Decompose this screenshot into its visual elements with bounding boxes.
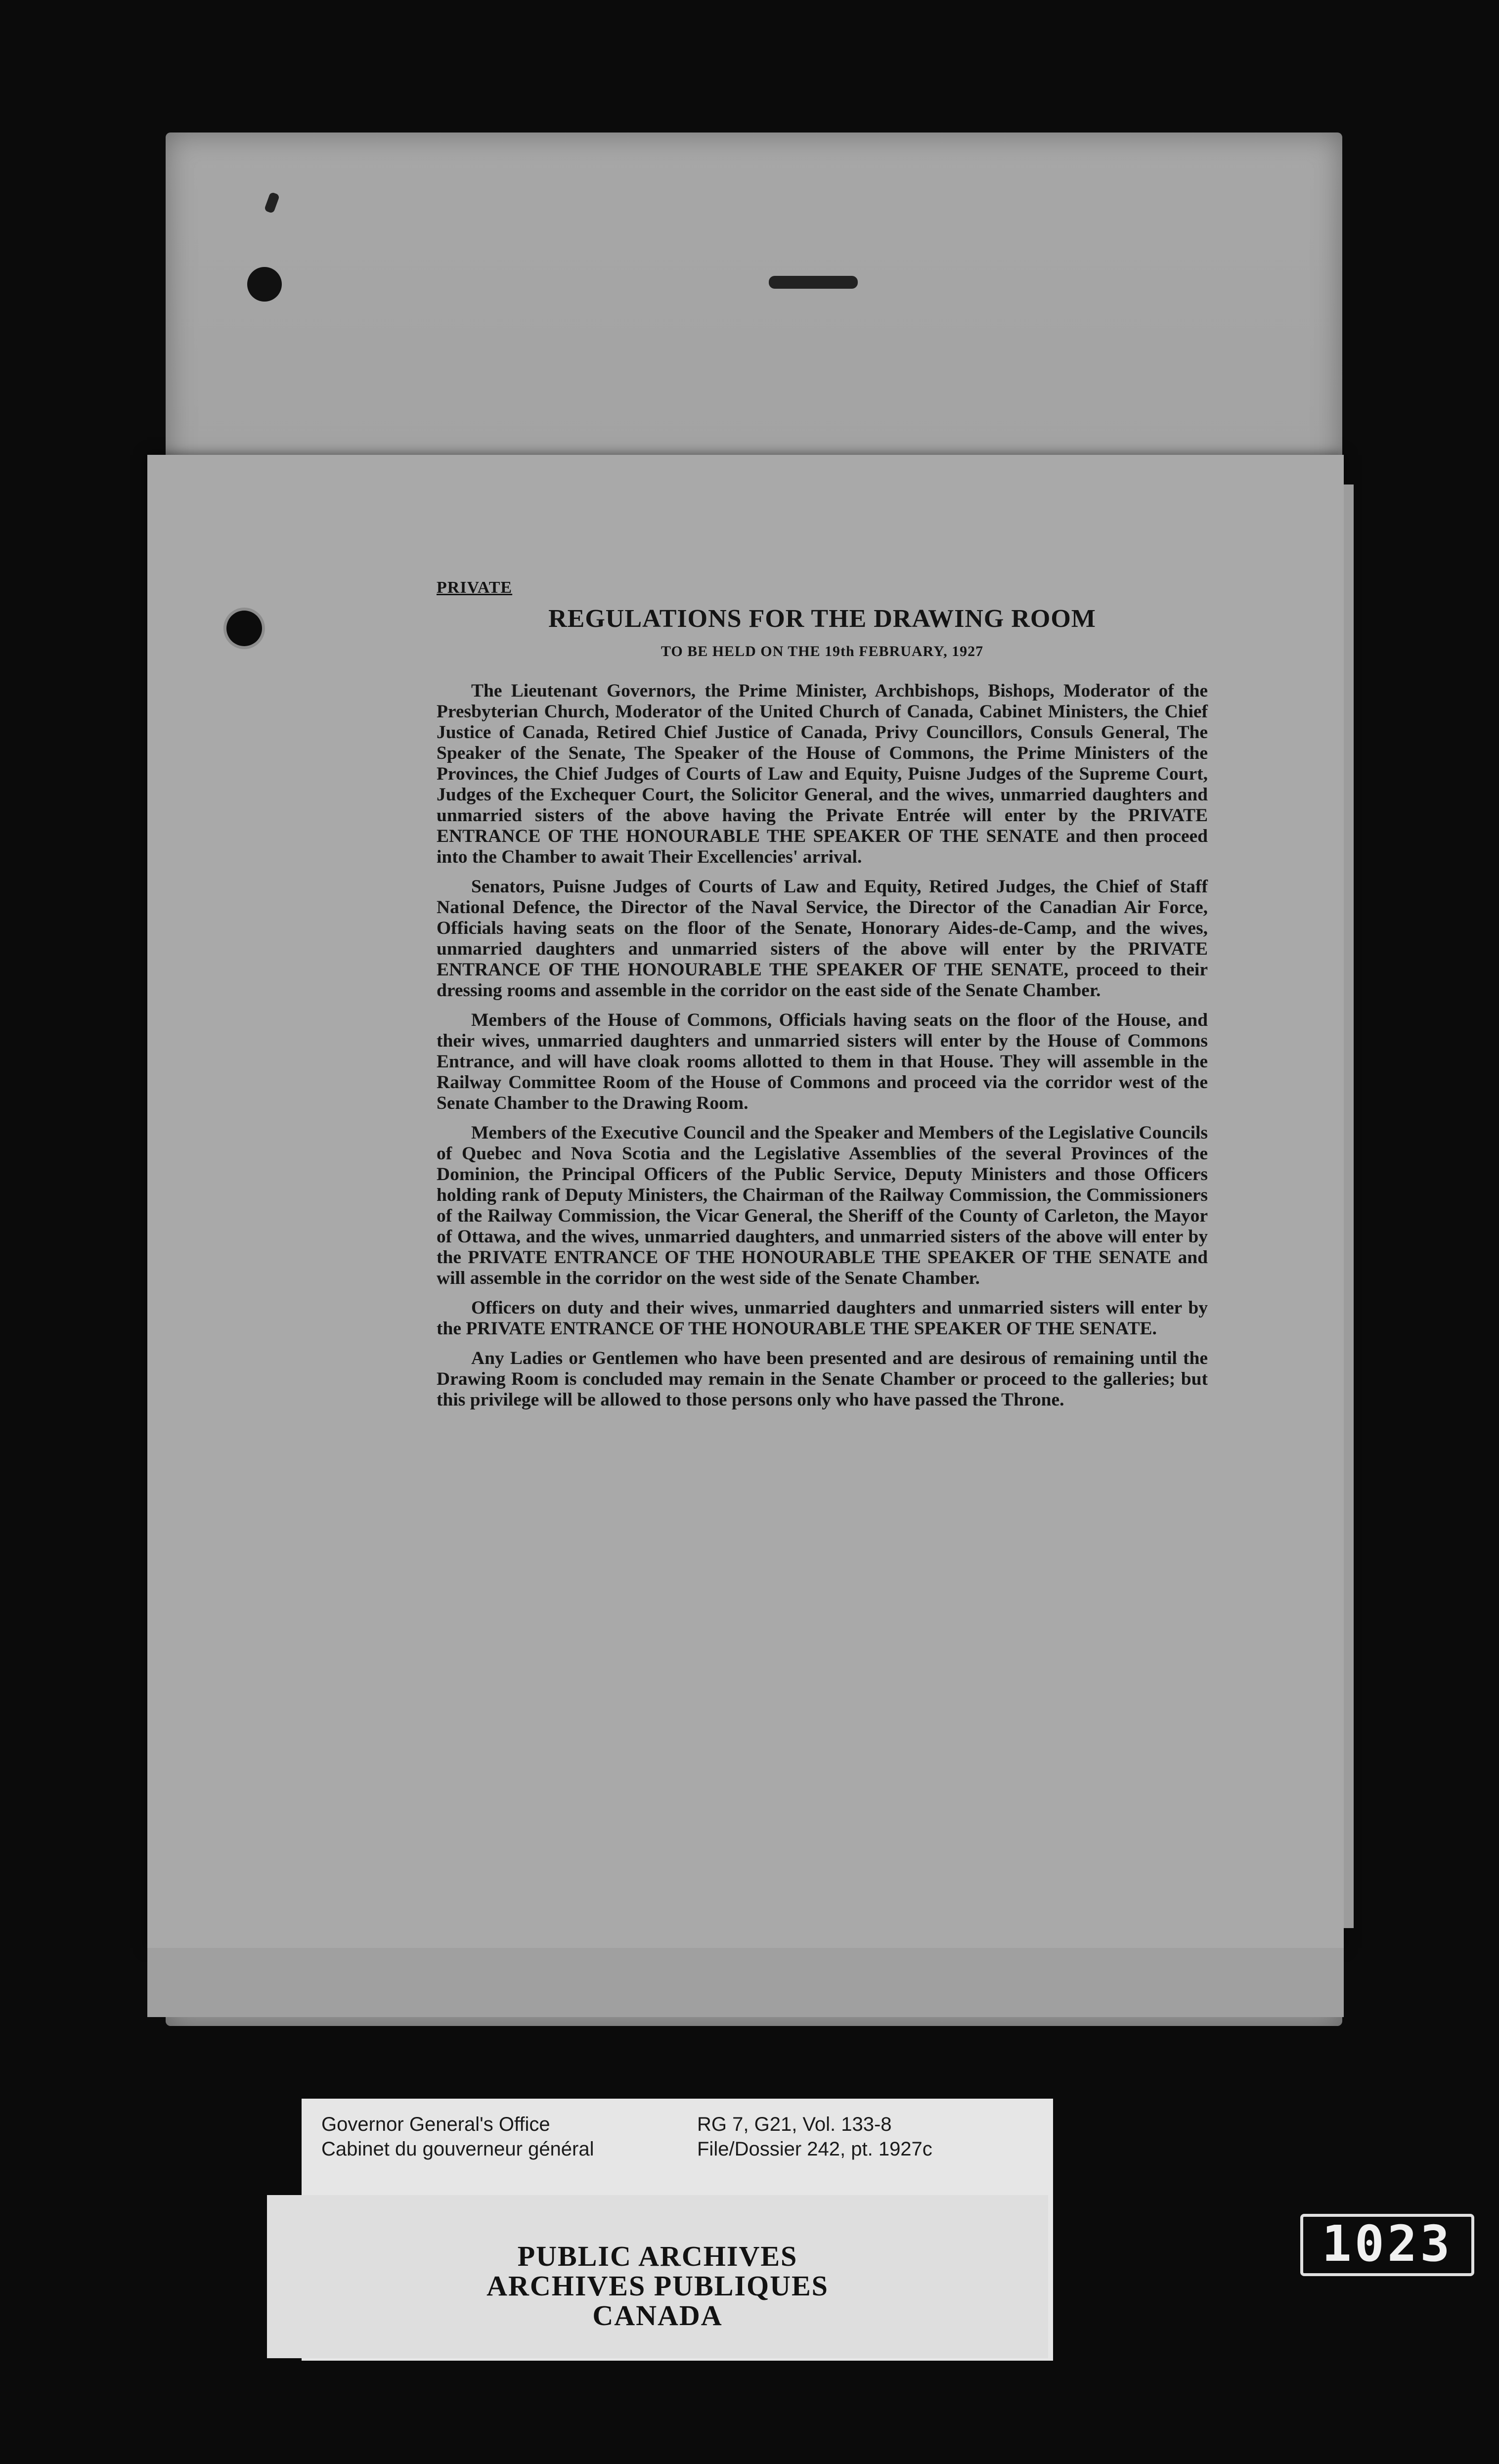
document-title: REGULATIONS FOR THE DRAWING ROOM — [548, 605, 1096, 633]
office-en: Governor General's Office — [321, 2113, 550, 2135]
office-fr: Cabinet du gouverneur général — [321, 2138, 594, 2160]
back-sheet-hole — [247, 267, 282, 302]
private-label: PRIVATE — [437, 578, 513, 597]
paragraph: Senators, Puisne Judges of Courts of Law and Equity, Retired Judges, the Chief of Staff National Defence, the Director of the Naval Service, the Director of the Canadian Air Force, Officials having seats on the floor of the Senate, Honorary Aides-de-Camp, and the wives, unmarried daughters and unmarried sisters of the above will enter by the PRIVATE ENTRANCE OF THE HONOURABLE THE SPEAKER OF THE SENATE, proceed to their dressing rooms and assemble in the corridor on the east side of the Senate Chamber. — [437, 877, 1208, 1001]
document-body — [437, 578, 1208, 1419]
back-sheet-bottom — [147, 1948, 1344, 2017]
archive-stamp — [267, 2195, 1048, 2358]
frame-number: 1023 — [1300, 2214, 1474, 2276]
archive-file: File/Dossier 242, pt. 1927c — [697, 2138, 932, 2160]
paragraph: Any Ladies or Gentlemen who have been presented and are desirous of remaining until the Drawing Room is concluded may remain in the Senate Chamber or proceed to the galleries; but this privilege will be allowed to those persons only who have passed the Throne. — [437, 1348, 1208, 1410]
clip-mark — [769, 276, 858, 289]
paragraph: Officers on duty and their wives, unmarried daughters and unmarried sisters will enter by the PRIVATE ENTRANCE OF THE HONOURABLE THE SPEAKER OF THE SENATE. — [437, 1298, 1208, 1339]
paragraph: Members of the House of Commons, Officials having seats on the floor of the House, and their wives, unmarried daughters and unmarried sisters will enter by the House of Commons Entrance, and will have cloak rooms allotted to them in that House. They will assemble in the Railway Committee Room of the House of Commons and proceed via the corridor west of the Senate Chamber to the Drawing Room. — [437, 1010, 1208, 1113]
paragraph: Members of the Executive Council and the Speaker and Members of the Legislative Councils of Quebec and Nova Scotia and the Legislative Assemblies of the several Provinces of the Dominion, the Principal Officers of the Public Service, Deputy Ministers and those Officers holding rank of Deputy Ministers, the Chairman of the Railway Commission, the Commissioners of the Railway Commission, the Vicar General, the Sheriff of the County of Carleton, the Mayor of Ottawa, and the wives, unmarried daughters, and unmarried sisters of the above will enter by the PRIVATE ENTRANCE OF THE HONOURABLE THE SPEAKER OF THE SENATE and will assemble in the corridor on the west side of the Senate Chamber. — [437, 1123, 1208, 1288]
paragraph: The Lieutenant Governors, the Prime Minister, Archbishops, Bishops, Moderator of the Presbyterian Church, Moderator of the United Church of Canada, Cabinet Ministers, the Chief Justice of Canada, Retired Chief Justice of Canada, Privy Councillors, Consuls General, The Speaker of the Senate, The Speaker of the House of Commons, the Prime Ministers of the Provinces, the Chief Judges of Courts of Law and Equity, Puisne Judges of the Supreme Court, Judges of the Exchequer Court, the Solicitor General, and the wives, unmarried daughters and unmarried sisters of the above having the Private Entrée will enter by the PRIVATE ENTRANCE OF THE HONOURABLE THE SPEAKER OF THE SENATE and then proceed into the Chamber to await Their Excellencies' arrival. — [437, 681, 1208, 867]
institution-en: PUBLIC ARCHIVES — [517, 2240, 798, 2272]
institution-fr: ARCHIVES PUBLIQUES — [486, 2270, 829, 2302]
document-sheet — [147, 455, 1344, 1948]
document-subtitle: TO BE HELD ON THE 19th FEBRUARY, 1927 — [661, 643, 984, 660]
archive-reference: RG 7, G21, Vol. 133-8 — [697, 2113, 892, 2135]
institution-country: CANADA — [592, 2299, 723, 2332]
sheet-edge — [1344, 484, 1354, 1928]
punch-hole — [226, 611, 262, 646]
